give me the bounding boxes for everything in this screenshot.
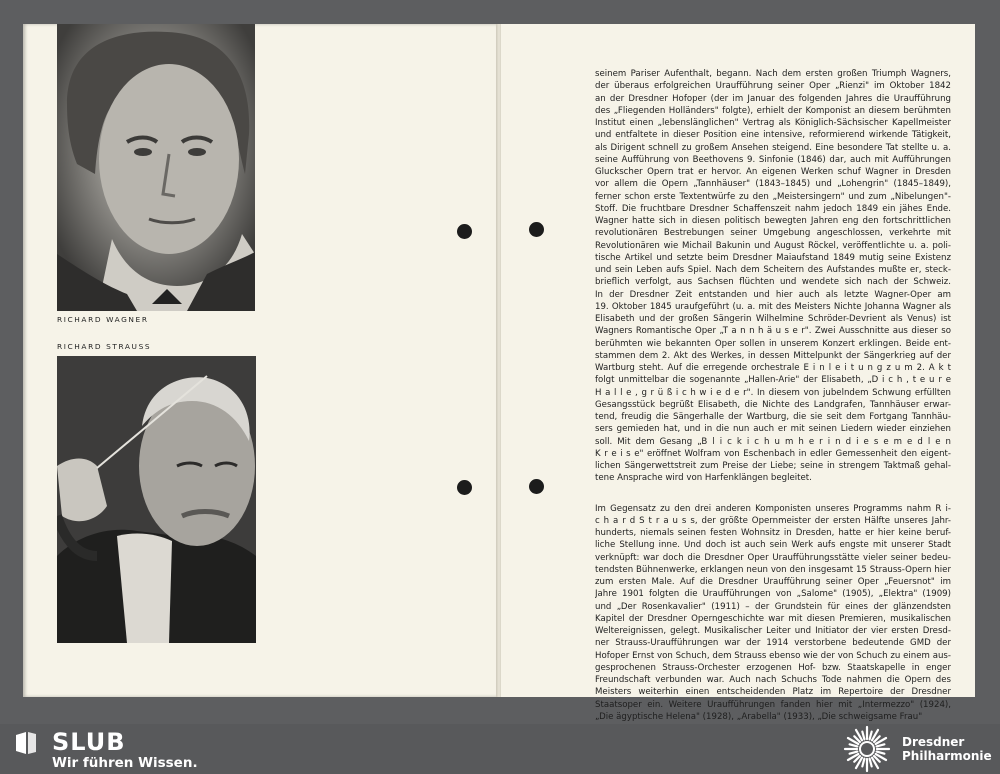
text-line: Meisters weiterhin einen entscheidenden Platz im Repertoire der Dresdner — [595, 687, 951, 698]
text-line: K r e i s e" eröffnet Wolfram von Eschenbach in edler Gemessenheit den eigent- — [595, 448, 951, 459]
punch-hole — [457, 480, 472, 495]
punch-hole — [529, 222, 544, 237]
text-line: Weltereignissen, gelegt. Musikalischer Leiter und Initiator der vier ersten Dresd- — [595, 626, 951, 636]
logo-ray — [862, 732, 864, 740]
text-line: Revolutionären wie Michail Bakunin und August Röckel, veröffentlichte u. a. poli- — [595, 240, 951, 251]
text-line: c h a r d S t r a u s s, der größte Opernmeister der ersten Hälfte unseres Jahr- — [595, 515, 951, 526]
text-line: Wagners Romantische Oper „T a n n h ä u s e r". Zwei Ausschnitte aus dieser so — [595, 326, 951, 337]
article-text — [595, 68, 951, 723]
text-line: zum ersten Male. Auf die Dresdner Uraufführung seiner Oper „Feuersnot" im — [595, 577, 951, 587]
text-line: und „Der Rosenkavalier" (1911) – der Grundstein für eines der glänzendsten — [595, 601, 951, 612]
text-line: gesprochenen Strauss-Orchester erzogenen Hof- bzw. Staatskapelle in enger — [595, 662, 951, 673]
text-line: Institut einen „lebenslänglichen" Vertrag als Königlich-Sächsischer Kapellmeister — [595, 118, 951, 128]
text-line: Im Gegensatz zu den drei anderen Komponisten unseres Programms nahm R i- — [595, 503, 951, 514]
caption-strauss: RICHARD STRAUSS — [57, 342, 152, 351]
text-line: „Die ägyptische Helena" (1928), „Arabella" (1933), „Die schweigsame Frau" — [595, 711, 923, 722]
text-line: soll. Mit dem Gesang „B l i c k i c h u m h e r i n d i e s e m e d l e n — [595, 436, 951, 447]
text-line: tische Artikel und setzte beim Dresdner Maiaufstand 1849 mutig seine Existenz — [595, 252, 951, 263]
text-line: liche Stellung inne. Und doch ist auch sein Werk aufs engste mit unserer Stadt — [595, 540, 951, 551]
logo-ray — [850, 752, 858, 754]
text-line: H a l l e , g r ü ß i c h w i e d e r". In diesem von jubelndem Schwung erfüllten — [595, 387, 951, 398]
text-line: Gesangsstück begrüßt Elisabeth, die Nichte des Landgrafen, Tannhäuser erwar- — [595, 399, 951, 410]
partner-name-line2: Philharmonie — [902, 749, 992, 763]
footer-bar — [0, 724, 1000, 774]
slub-logo-icon[interactable] — [14, 731, 38, 755]
text-line: tene Ansprache wird von Harfenklängen begleitet. — [595, 473, 812, 484]
text-line: lichen Sängerwettstreit zum Preise der Liebe; seine in strengem Taktmaß gehal- — [595, 461, 951, 471]
partner-name[interactable] — [902, 735, 992, 763]
right-page — [501, 24, 975, 722]
text-line: vor allem die Opern „Tannhäuser" (1843–1845) und „Lohengrin" (1845–1849), — [595, 179, 951, 190]
paragraph-strauss — [595, 503, 951, 724]
logo-ray — [877, 744, 885, 746]
text-line: der überaus erfolgreichen Uraufführung seiner Oper „Rienzi" im Oktober 1842 — [595, 81, 951, 92]
text-line: revolutionären Bestrebungen seiner Umgebung angeschlossen, verkehrte mit — [595, 228, 951, 239]
text-line: und entfaltete in dieser Position eine intensive, reformierend wirkende Tätigkeit, — [595, 130, 951, 141]
philharmonie-logo-icon[interactable] — [842, 725, 892, 773]
punch-hole — [529, 479, 544, 494]
punch-hole — [457, 224, 472, 239]
text-line: seinem Pariser Aufenthalt, begann. Nach dem ersten großen Triumph Wagners, — [595, 69, 951, 79]
text-line: Elisabeth und der großen Sängerin Wilhelmine Schröder-Devrient als Venus) ist — [595, 314, 951, 324]
text-line: Staatsoper ein. Weitere Uraufführungen fanden hier mit „Intermezzo" (1924), — [595, 699, 951, 710]
text-line: verknüpft: war doch die Dresdner Oper Uraufführungsstätte vieler seiner bedeu- — [595, 552, 951, 563]
text-line: berühmten wie bekannten Oper sollen in unserem Konzert erklingen. Beide ent- — [595, 338, 951, 349]
text-line: Jahre 1901 folgten die Uraufführungen von „Salome" (1905), „Elektra" (1909) — [595, 589, 951, 600]
paragraph-wagner — [595, 68, 951, 485]
text-line: 19. Oktober 1845 uraufgeführt (u. a. mit des Meisters Nichte Johanna Wagner als — [595, 301, 951, 312]
library-tagline: Wir führen Wissen. — [52, 755, 198, 771]
text-line: des „Fliegenden Holländers" folgte), erhielt der Komponist an diesem berühmten — [595, 105, 951, 116]
text-line: hunderts, niemals seinen festen Wohnsitz in Dresden, hatte er hier keine beruf- — [595, 528, 951, 538]
text-line: Gluckscher Opern trat er hervor. An eigenen Werken schuf Wagner in Dresden — [595, 167, 951, 177]
library-name[interactable]: SLUB — [52, 728, 126, 756]
text-line: tendsten Bühnenwerke, erklangen neun von den insgesamt 15 Strauss-Opern hier — [595, 564, 951, 575]
logo-ray — [870, 732, 872, 740]
text-line: und sein Leben aufs Spiel. Nach dem Scheitern des Aufstandes mußte er, steck- — [595, 265, 951, 275]
portrait-photo-wagner — [57, 24, 255, 311]
text-line: Kapitel der Dresdner Operngeschichte war mit diesen Premieren, musikalischen — [595, 613, 951, 624]
text-line: Stoff. Die fruchtbare Dresdner Schaffenszeit nahm jedoch 1849 ein jähes Ende. — [595, 203, 951, 214]
text-line: Hofoper Ernst von Schuch, dem Strauss ebenso wie der von Schuch zu einem aus- — [595, 650, 951, 661]
text-line: stammen dem 2. Akt des Werkes, in dessen Mittelpunkt der Sängerkrieg auf der — [595, 350, 951, 361]
text-line: tend, freudig die Sängerhalle der Wartburg, die sie seit dem Fortgang Tannhäu- — [595, 412, 951, 422]
text-line: Freundschaft verbunden war. Auch nach Schuchs Tode nahmen die Opern des — [595, 675, 951, 685]
text-line: In der Dresdner Zeit entstanden und hier auch als letzte Wagner-Oper am — [595, 289, 951, 300]
logo-ray — [862, 759, 864, 767]
caption-wagner: RICHARD WAGNER — [57, 315, 149, 324]
text-line: folgt unmittelbar die sogenannte „Hallen-Arie" der Elisabeth, „D i c h , t e u r e — [595, 375, 951, 386]
text-line: Wartburg steht. Auf die erregende orchestrale E i n l e i t u n g z u m 2. A k t — [595, 363, 951, 373]
text-line: Wagner hatte sich in diesen politisch bewegten Jahren eng den fortschrittlichen — [595, 216, 951, 226]
text-line: brieflich verfolgt, aus Sachsen flüchten und wendete sich nach der Schweiz. — [595, 277, 951, 288]
text-line: an der Dresdner Hofoper (der im Januar des folgenden Jahres die Uraufführung — [595, 93, 951, 104]
portrait-photo-strauss — [57, 356, 256, 643]
partner-name-line1: Dresdner — [902, 735, 965, 749]
logo-ray — [877, 752, 885, 754]
logo-ray — [870, 759, 872, 767]
logo-ray — [850, 744, 858, 746]
left-page — [23, 24, 497, 697]
text-line: als Dirigent schnell zu großem Ansehen steigend. Eine besondere Tat stellte u. a. — [595, 142, 951, 153]
text-line: ferner schon erste Textentwürfe zu den „Meistersingern" und zum „Nibelungen"- — [595, 191, 951, 202]
text-line: seine Aufführung von Beethovens 9. Sinfonie (1846) dar, auch mit Aufführungen — [595, 154, 951, 165]
text-line: sers gemieden hat, und in die nun auch er mit seinen Liedern wieder einziehen — [595, 424, 951, 435]
text-line: ner Strauss-Uraufführungen war der 1914 verstorbene bedeutende GMD der — [595, 638, 951, 649]
